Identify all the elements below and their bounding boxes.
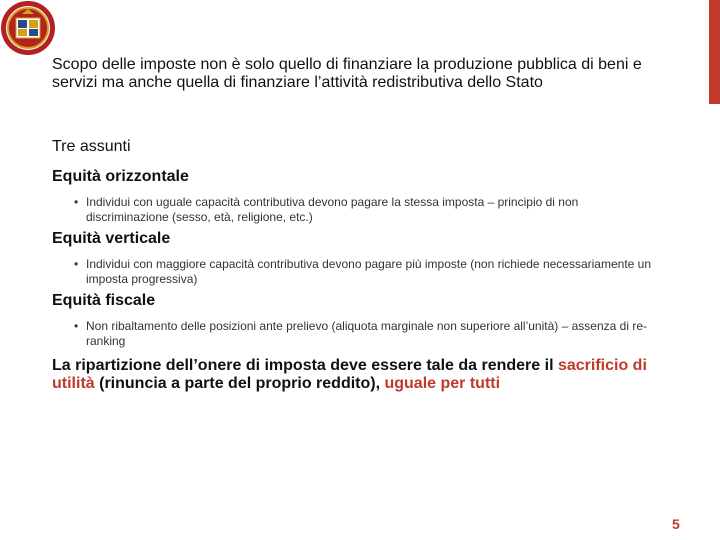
bullet-dot: •	[74, 195, 79, 209]
conclusion-text	[52, 357, 662, 393]
heading-equita-fiscale: Equità fiscale	[52, 292, 156, 309]
bullet-dot: •	[74, 257, 79, 271]
bullet-text: Individui con uguale capacità contributiva devono pagare la stessa imposta – principio di non discriminazione (sesso, età, religione, etc.)	[86, 195, 579, 224]
heading-equita-orizzontale: Equità orizzontale	[52, 168, 189, 185]
subtitle-tre-assunti: Tre assunti	[52, 138, 131, 155]
conclusion-part-2: (rinuncia a parte del proprio reddito),	[94, 375, 385, 392]
bullet-text: Non ribaltamento delle posizioni ante prelievo (aliquota marginale non superiore all’unità) – assenza di re-ranking	[86, 319, 647, 348]
bullet-equita-verticale	[52, 257, 662, 287]
intro-text: Scopo delle imposte non è solo quello di finanziare la produzione pubblica di beni e servizi ma anche quella di finanziare l’attività redistributiva dello Stato	[52, 56, 642, 91]
conclusion-highlight-sacrificio: sacrificio di utilità	[52, 357, 647, 392]
university-seal-icon	[0, 0, 56, 56]
bullet-equita-orizzontale	[52, 195, 662, 225]
bullet-equita-fiscale	[52, 319, 662, 349]
slide-content	[52, 56, 662, 393]
conclusion-part-1: La ripartizione dell’onere di imposta deve essere tale da rendere il	[52, 357, 558, 374]
heading-equita-verticale: Equità verticale	[52, 230, 171, 247]
page-number: 5	[672, 516, 680, 532]
bullet-dot: •	[74, 319, 79, 333]
accent-bar	[709, 0, 720, 104]
bullet-text: Individui con maggiore capacità contributiva devono pagare più imposte (non richiede necessariamente un imposta progressiva)	[86, 257, 652, 286]
conclusion-highlight-uguale: uguale per tutti	[384, 375, 501, 392]
